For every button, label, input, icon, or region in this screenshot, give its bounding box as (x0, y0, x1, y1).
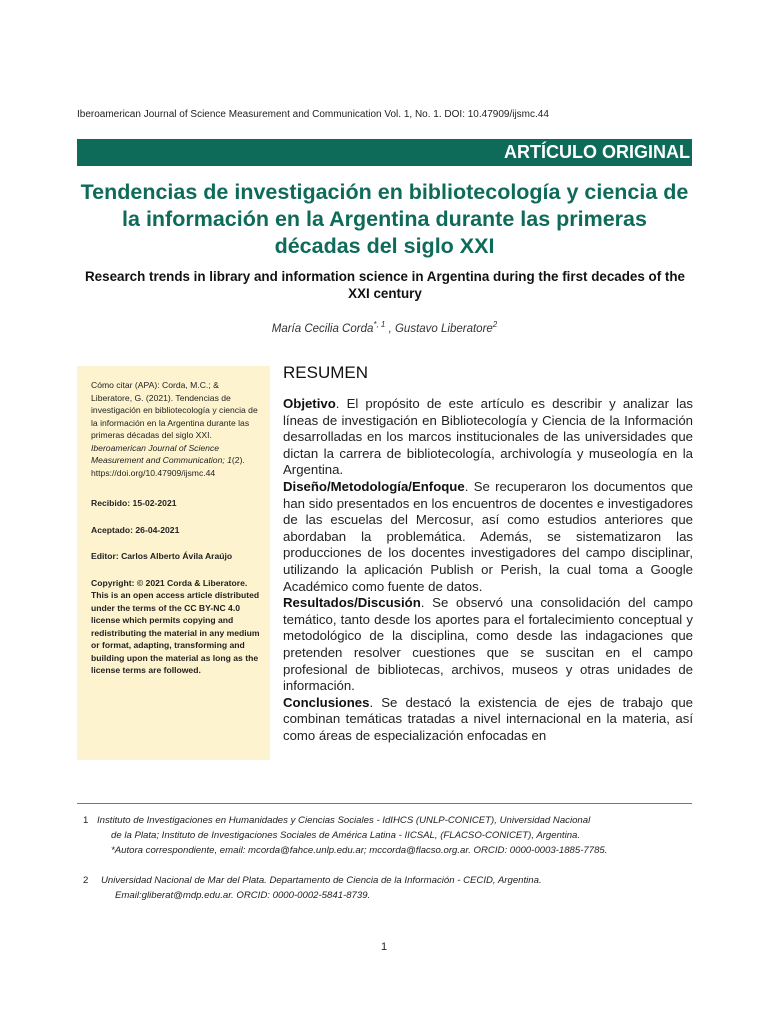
footnote-text: Instituto de Investigaciones en Humanidades y Ciencias Sociales - IdIHCS (UNLP-CONICET), Universidad Nacional (97, 815, 591, 826)
author-affiliation-mark: *, 1 (373, 320, 386, 329)
abstract-design (283, 479, 693, 595)
author-separator: , (385, 322, 395, 335)
objective-label: Objetivo (283, 396, 336, 411)
footnote-item (77, 873, 692, 903)
received-date: Recibido: 15-02-2021 (91, 498, 177, 508)
journal-citation-line: Iberoamerican Journal of Science Measurement and Communication Vol. 1, No. 1. DOI: 10.47909/ijsmc.44 (77, 109, 549, 120)
objective-text: . El propósito de este artículo es describir y analizar las líneas de investigación en Bibliotecología y Ciencia de la Información desarrolladas en los marcos institucionales de las universidades que dictan la carrera de bibliotecología, archivología y museología en la Argentina. (283, 396, 693, 478)
abstract-conclusions (283, 695, 693, 745)
footnote-number: 1 (83, 815, 89, 826)
author-list (77, 320, 692, 335)
editor-name: Editor: Carlos Alberto Ávila Araújo (91, 551, 233, 561)
how-to-cite (91, 379, 262, 479)
conclusions-text: . Se destacó la existencia de ejes de trabajo que combinan temáticas tratadas a nivel internacional en la materia, así como áreas de especialización enfocadas en (283, 694, 693, 743)
cite-doi-link[interactable]: (2). https://doi.org/10.47909/ijsmc.44 (91, 455, 245, 478)
footnote-divider (77, 803, 692, 804)
cite-journal-name: Iberoamerican Journal of Science Measurement and Communication; (91, 442, 225, 465)
abstract-results (283, 595, 693, 695)
results-text: . Se observó una consolidación del campo temático, tanto desde los aportes para el fortalecimiento conceptual y metodológico de la disciplina, como desde las indagaciones que pretenden resolver cuestiones que se suscitan en el campo profesional de bibliotecas, archivos, museos y otras unidades de información. (283, 595, 693, 694)
footnote-number: 2 (83, 875, 89, 886)
article-info-sidebar (77, 366, 270, 760)
footnote-text: Universidad Nacional de Mar del Plata. Departamento de Ciencia de la Información - CECID, Argentina. (101, 875, 542, 886)
author-name: María Cecilia Corda (271, 322, 374, 335)
cite-volume: 1 (227, 455, 232, 465)
author-name: Gustavo Liberatore (394, 322, 493, 335)
design-text: . Se recuperaron los documentos que han sido presentados en los encuentros de docentes e investigadores de las escuelas del Mercosur, así como estudios anteriores que abordaban la problemática. Además, se sistematizaron las producciones de los docentes investigadores del campo disciplinar, utilizando la aplicación Publish or Perish, la cual toma a Google Académico como fuente de datos. (283, 478, 693, 594)
results-label: Resultados/Discusión (283, 595, 421, 611)
footnote-item (77, 813, 692, 858)
page-number: 1 (380, 941, 388, 953)
cite-reference: Cómo citar (APA): Corda, M.C.; & Liberatore, G. (2021). Tendencias de investigación en bibliotecología y ciencia de la información en la Argentina durante las primeras décadas del siglo XXI. (91, 380, 258, 440)
footnotes (77, 813, 692, 918)
design-label: Diseño/Metodología/Enfoque (283, 478, 465, 494)
abstract-heading: RESUMEN (283, 363, 369, 382)
footnote-text: Email:gliberat@mdp.edu.ar. ORCID: 0000-0002-5841-8739. (115, 890, 371, 901)
conclusions-label: Conclusiones (283, 694, 370, 710)
abstract-objective (283, 396, 693, 479)
footnote-text: *Autora correspondiente, email: mcorda@fahce.unlp.edu.ar; mccorda@flacso.org.ar. ORCID: 0000-0003-1885-7785. (111, 845, 608, 856)
copyright-notice: Copyright: © 2021 Corda & Liberatore. This is an open access article distributed under the terms of the CC BY-NC 4.0 license which permits copying and redistributing the material in any medium or format, adapting, transforming and building upon the material as long as the license terms are followed. (91, 577, 260, 675)
author-affiliation-mark: 2 (492, 320, 498, 329)
footnote-text: de la Plata; Instituto de Investigaciones Sociales de América Latina - IICSAL, (FLACSO-CONICET), Argentina. (111, 830, 581, 841)
abstract-body (283, 396, 693, 782)
accepted-date: Aceptado: 26-04-2021 (91, 524, 180, 535)
article-title: Tendencias de investigación en bibliotecología y ciencia de la información en la Argentina durante las primeras décadas del siglo XXI (80, 180, 689, 258)
article-type-banner: ARTÍCULO ORIGINAL (77, 139, 692, 166)
article-subtitle-english: Research trends in library and information science in Argentina during the first decades of the XXI century (85, 269, 685, 301)
